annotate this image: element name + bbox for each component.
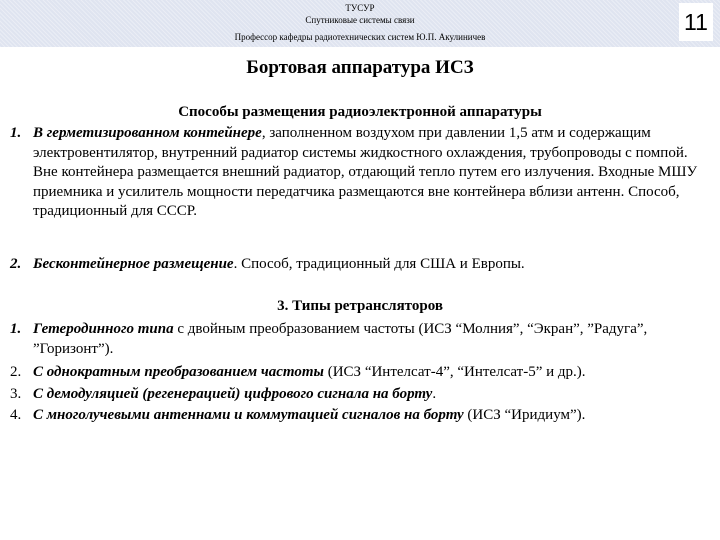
- item-emphasis: С демодуляцией (регенерацией) цифрового сигнала на борту: [33, 386, 433, 402]
- item-number: 2.: [10, 256, 22, 272]
- item-number: 3.: [10, 386, 22, 402]
- item-text: . Способ, традиционный для США и Европы.: [233, 256, 525, 272]
- item-number: 1.: [10, 125, 22, 141]
- header-course: Спутниковые системы связи: [305, 15, 415, 25]
- item-text: с двойным преобразованием частоты (ИСЗ “Молния”, “Экран”, ”Радуга”, ”Горизонт”).: [33, 321, 648, 357]
- item-text: (ИСЗ “Интелсат-4”, “Интелсат-5” и др.).: [323, 364, 586, 380]
- item-emphasis: В герметизированном контейнере: [33, 125, 262, 141]
- slide-title: Бортовая аппаратура ИСЗ: [246, 57, 474, 78]
- item-text: , заполненном воздухом при давлении 1,5 атм и содержащим электровентилятор, внутренний радиатор системы жидкостного охлаждения, трубопроводы с помпой. Вне контейнера размещается внешний радиатор, отдающий тепло путем его излучения. Входные МШУ приемника и усилитель мощности передатчика размещаются вне контейнера вблизи антенн. Способ, традиционный для СССР.: [33, 125, 698, 220]
- item-emphasis: Бесконтейнерное размещение: [33, 256, 234, 272]
- item-number: 1.: [10, 321, 22, 337]
- header-org: ТУСУР: [345, 3, 375, 13]
- item-emphasis: Гетеродинного типа: [33, 321, 174, 337]
- header-author: Профессор кафедры радиотехнических систем Ю.П. Акулиничев: [234, 32, 486, 42]
- item-text: .: [432, 386, 437, 402]
- item-emphasis: С многолучевыми антеннами и коммутацией сигналов на борту: [33, 407, 464, 423]
- slide-number: 11: [679, 3, 713, 41]
- item-text: (ИСЗ “Иридиум”).: [463, 407, 586, 423]
- section2-heading: 3. Типы ретрансляторов: [277, 298, 443, 314]
- section1-heading: Способы размещения радиоэлектронной аппаратуры: [178, 104, 542, 120]
- item-number: 2.: [10, 364, 22, 380]
- item-emphasis: С однократным преобразованием частоты: [33, 364, 324, 380]
- item-number: 4.: [10, 407, 22, 423]
